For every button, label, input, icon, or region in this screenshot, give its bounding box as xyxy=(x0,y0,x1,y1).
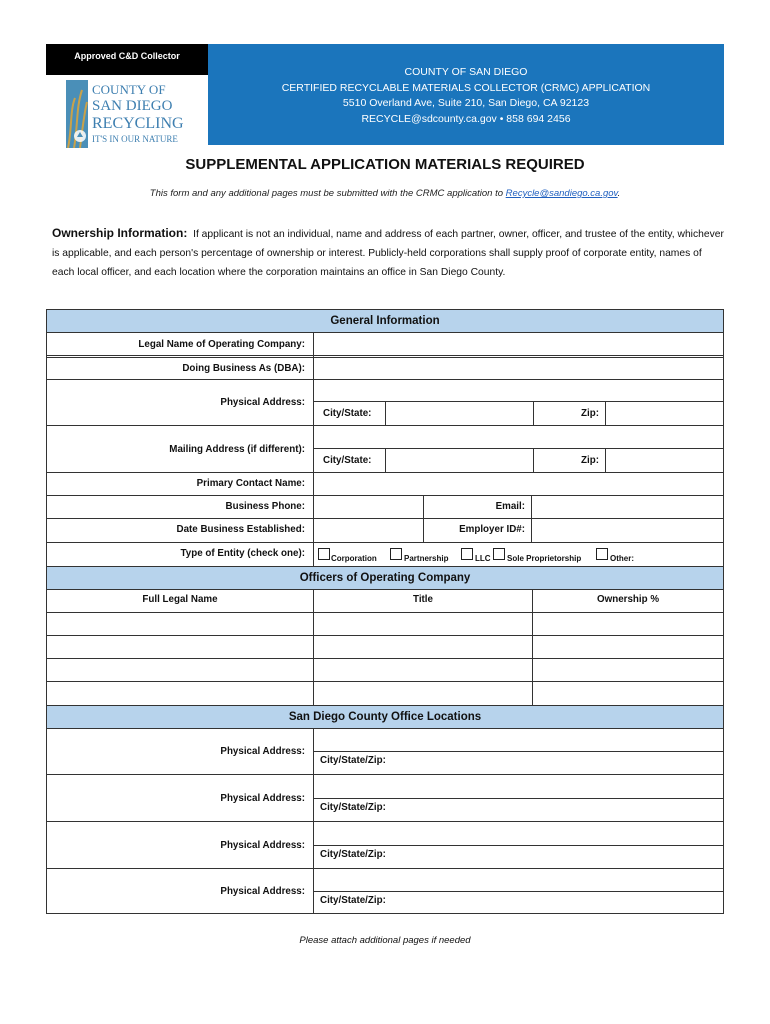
physical-city-state-field[interactable] xyxy=(386,402,532,424)
office-2-address-label: Physical Address: xyxy=(220,793,305,804)
officers-header: Officers of Operating Company xyxy=(47,566,723,590)
office-4-address-label: Physical Address: xyxy=(220,886,305,897)
llc-checkbox[interactable] xyxy=(461,548,473,560)
logo-line-2: SAN DIEGO xyxy=(92,98,173,114)
dba-field[interactable] xyxy=(314,358,723,380)
physical-address-field[interactable] xyxy=(314,380,723,401)
mailing-city-state-label: City/State: xyxy=(323,455,372,466)
page-subtitle xyxy=(0,188,770,199)
legal-name-label: Legal Name of Operating Company: xyxy=(138,339,305,350)
officer-ownership-column: Ownership % xyxy=(596,594,660,605)
sole-proprietorship-checkbox[interactable] xyxy=(493,548,505,560)
physical-address-label: Physical Address: xyxy=(220,397,305,408)
general-info-header: General Information xyxy=(47,310,723,333)
physical-zip-label: Zip: xyxy=(581,408,599,419)
corporation-option-label: Corporation xyxy=(331,554,377,563)
office-3-city-label: City/State/Zip: xyxy=(320,849,386,860)
banner-line: COUNTY OF SAN DIEGO xyxy=(404,66,528,78)
office-locations-header: San Diego County Office Locations xyxy=(47,705,723,729)
physical-city-state-label: City/State: xyxy=(323,408,372,419)
other-option-label: Other: xyxy=(610,554,634,563)
date-established-field[interactable] xyxy=(314,519,422,541)
subtitle-end: . xyxy=(617,188,621,199)
page-title: SUPPLEMENTAL APPLICATION MATERIALS REQUIRED xyxy=(185,156,585,173)
sole-proprietorship-option-label: Sole Proprietorship xyxy=(507,554,582,563)
header-banner xyxy=(208,44,724,145)
banner-line: CERTIFIED RECYCLABLE MATERIALS COLLECTOR (CRMC) APPLICATION xyxy=(281,81,651,94)
officer-title-column: Title xyxy=(413,594,433,605)
partnership-option-label: Partnership xyxy=(404,554,449,563)
primary-contact-label: Primary Contact Name: xyxy=(196,478,305,489)
mailing-address-label: Mailing Address (if different): xyxy=(169,444,305,455)
office-2-city-label: City/State/Zip: xyxy=(320,802,386,813)
partnership-checkbox[interactable] xyxy=(390,548,402,560)
ownership-info xyxy=(52,224,724,282)
submission-email-link[interactable]: Recycle@sandiego.ca.gov xyxy=(505,188,618,199)
officer-name-column: Full Legal Name xyxy=(142,594,218,605)
logo-line-3: RECYCLING xyxy=(92,115,184,132)
office-1-city-label: City/State/Zip: xyxy=(320,755,386,766)
banner-line: RECYCLE@sdcounty.ca.gov • 858 694 2456 xyxy=(361,112,571,125)
subtitle-text: This form and any additional pages must be submitted with the CRMC application to xyxy=(149,188,506,199)
mailing-zip-label: Zip: xyxy=(581,455,599,466)
corporation-checkbox[interactable] xyxy=(318,548,330,560)
approved-collector-badge: Approved C&D Collector xyxy=(46,44,208,75)
employer-id-field[interactable] xyxy=(532,519,723,541)
email-field[interactable] xyxy=(532,496,723,518)
county-recycling-logo xyxy=(66,80,192,148)
employer-id-label: Employer ID#: xyxy=(459,524,525,535)
business-phone-label: Business Phone: xyxy=(225,501,305,512)
physical-zip-field[interactable] xyxy=(606,402,723,424)
ownership-heading: Ownership Information: xyxy=(52,226,188,240)
mailing-city-state-field[interactable] xyxy=(386,449,532,471)
office-4-city-label: City/State/Zip: xyxy=(320,895,386,906)
logo-line-1: COUNTY OF xyxy=(92,82,166,97)
banner-line: 5510 Overland Ave, Suite 210, San Diego, CA 92123 xyxy=(342,97,590,109)
logo-line-4: IT'S IN OUR NATURE xyxy=(92,134,178,144)
legal-name-field[interactable] xyxy=(314,333,723,355)
officers-rows[interactable] xyxy=(47,613,723,705)
date-established-label: Date Business Established: xyxy=(176,524,305,535)
dba-label: Doing Business As (DBA): xyxy=(182,363,305,374)
footer-note: Please attach additional pages if needed xyxy=(299,935,471,946)
entity-type-label: Type of Entity (check one): xyxy=(180,548,305,559)
business-phone-field[interactable] xyxy=(314,496,422,518)
other-checkbox[interactable] xyxy=(596,548,608,560)
primary-contact-field[interactable] xyxy=(314,473,723,495)
mailing-address-field[interactable] xyxy=(314,426,723,448)
application-form xyxy=(46,309,724,914)
office-1-address-label: Physical Address: xyxy=(220,746,305,757)
email-label: Email: xyxy=(495,501,525,512)
mailing-zip-field[interactable] xyxy=(606,449,723,471)
ownership-text: If applicant is not an individual, name and address of each partner, owner, officer, and trustee of the entity, whichever is applicable, and each person's percentage of ownership or interest. Publicly-held corporations shall supply proof of corporate entity, names of each local officer, and each location where the corporation maintains an office in San Diego County. xyxy=(52,229,724,278)
llc-option-label: LLC xyxy=(475,554,491,563)
office-3-address-label: Physical Address: xyxy=(220,840,305,851)
